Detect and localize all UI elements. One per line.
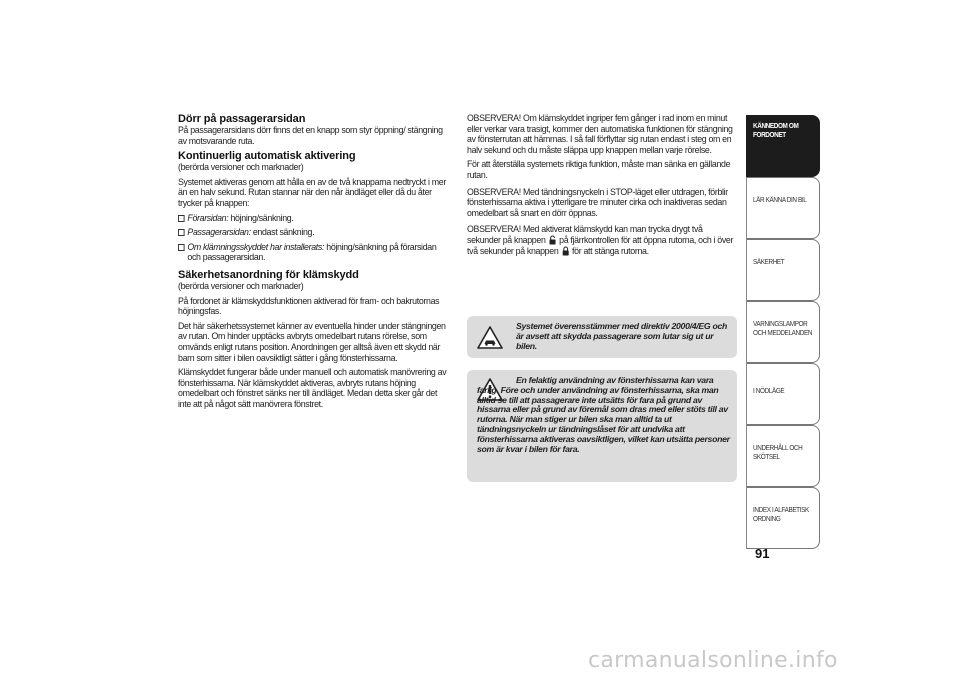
paragraph xyxy=(467,224,738,256)
tab-label: VARNINGSLAMPOR OCH MEDDELANDEN xyxy=(753,319,813,337)
text-run: OBSERVERA! Med aktiverat klämskydd kan man trycka drygt två sekunder på knappen xyxy=(467,223,703,245)
paragraph: På fordonet är klämskyddsfunktionen aktiverad för fram- och bakrutornas höjningsfas. xyxy=(178,294,440,317)
paragraph: För att återställa systemets riktiga funktion, måste man sänka en gällande rutan. xyxy=(467,158,731,180)
watermark: carmanualsonline.info xyxy=(588,648,838,673)
tab-underhall-och-skotsel[interactable] xyxy=(746,425,820,487)
bullet-item xyxy=(178,242,451,263)
paragraph: Systemet aktiveras genom att hålla en av de två knapparna nedtryckt i mer än en halv sekund. Rutan stannar när den når ändläget eller då du åter trycker på knappen: xyxy=(178,175,446,208)
tab-kannedom-om-fordonet[interactable] xyxy=(746,115,820,177)
paragraph: På passagerarsidans dörr finns det en knapp som styr öppning/ stängning av motsvarande ruta. xyxy=(178,124,443,146)
paragraph: Klämskyddet fungerar både under manuell och automatisk manövrering av fönsterhissarna. När klämskyddet aktiveras, avbryts rutans höjning omedelbart och fönstret sänks ner till ändläget. Medan detta sker går det inte att på något sätt manövrera fönstret. xyxy=(178,366,447,409)
bullet-box-icon xyxy=(178,244,185,251)
paragraph: OBSERVERA! Med tändningsnyckeln i STOP-läget eller utdragen, förblir fönsterhissarna aktiva i ytterligare tre minuter cirka och inaktiveras sedan omedelbart så snart en dörr öppnas. xyxy=(467,185,728,218)
warning-box xyxy=(467,370,737,482)
tab-label: KÄNNEDOM OM FORDONET xyxy=(753,121,799,139)
text-run: på fjärrkontrollen för att öppna rutorna, och i över två sekunder på knappen xyxy=(467,233,734,256)
tab-sakerhet[interactable] xyxy=(746,239,820,301)
lock-icon xyxy=(561,246,569,256)
tab-index[interactable] xyxy=(746,487,820,549)
bullet-text: endast sänkning. xyxy=(250,226,315,238)
bullet-text: höjning/sänkning. xyxy=(228,211,294,223)
unlock-icon xyxy=(549,235,557,245)
note-text: Systemet överensstämmer med direktiv 2000/4/EG och är avsett att skydda passagerare som lutar sig ut ur bilen. xyxy=(516,321,727,351)
right-column xyxy=(467,113,739,256)
section-title-passenger-door: Dörr på passagerarsidan xyxy=(178,113,306,125)
section-title-anti-pinch: Säkerhetsanordning för klämskydd xyxy=(178,268,359,281)
note-box xyxy=(467,316,737,358)
bullet-item xyxy=(178,227,451,238)
bullet-text: höjning/sänkning på förarsidan och passagerarsidan. xyxy=(187,240,437,263)
section-subtitle: (berörda versioner och marknader) xyxy=(178,161,304,173)
tab-i-nodlage[interactable] xyxy=(746,363,820,425)
tab-label: I NÖDLÄGE xyxy=(753,386,785,395)
tab-label: SÄKERHET xyxy=(753,257,785,266)
bullet-box-icon xyxy=(178,215,185,222)
warning-text: En felaktig användning av fönsterhissarna kan vara farlig. Före och under användning av fönsterhissarna, ska man alltid se till att passagerare inte utsätts för fara på grund av hissarna eller på grund av föremål som dras med eller stöts till av rutorna. När man stiger ur bilen ska man alltid ta ut tändningsnyckeln ur tändningslåset för att undvika att fönsterhissarna aktiveras oavsiktligen, vilket kan utsätta personer som är kvar i bilen för fara. xyxy=(477,375,730,454)
paragraph: Det här säkerhetssystemet känner av eventuella hinder under stängningen av rutan. Om hinder upptäcks avbryts omedelbart rutans rörelse, som omvänds enligt rutans position. Anordningen ger alltså även ett skydd när barn som sitter i bilen oavsiktligt sätter i gång fönsterhissarna. xyxy=(178,319,446,363)
section-title-auto-activation: Kontinuerlig automatisk aktivering xyxy=(178,150,356,163)
section-subtitle: (berörda versioner och marknader) xyxy=(178,279,304,291)
tab-label: INDEX I ALFABETISK ORDNING xyxy=(753,505,809,523)
bullet-item xyxy=(178,213,451,224)
text-run: för att stänga rutorna. xyxy=(569,244,649,256)
bullet-label: Passagerarsidan: xyxy=(187,226,251,238)
left-column xyxy=(178,113,452,409)
bullet-label: Förarsidan: xyxy=(187,211,229,223)
car-warning-icon xyxy=(477,326,503,349)
tab-lar-kanna-din-bil[interactable] xyxy=(746,177,820,239)
bullet-box-icon xyxy=(178,229,185,236)
paragraph: OBSERVERA! Om klämskyddet ingriper fem gånger i rad inom en minut eller verkar vara trasigt, kommer den automatiska funktionen för stängning av fönsterrutan att hämmas. I så fall förflyttar sig rutan endast i steg om en halv sekund och du måste släppa upp knappen mellan varje rörelse. xyxy=(467,112,733,155)
tab-label: UNDERHÅLL OCH SKÖTSEL xyxy=(753,443,803,461)
bullet-label: Om klämningsskyddet har installerats: xyxy=(187,240,325,252)
tab-label: LÄR KÄNNA DIN BIL xyxy=(753,195,807,204)
tab-varningslampor[interactable] xyxy=(746,301,820,363)
page-number: 91 xyxy=(755,546,770,561)
